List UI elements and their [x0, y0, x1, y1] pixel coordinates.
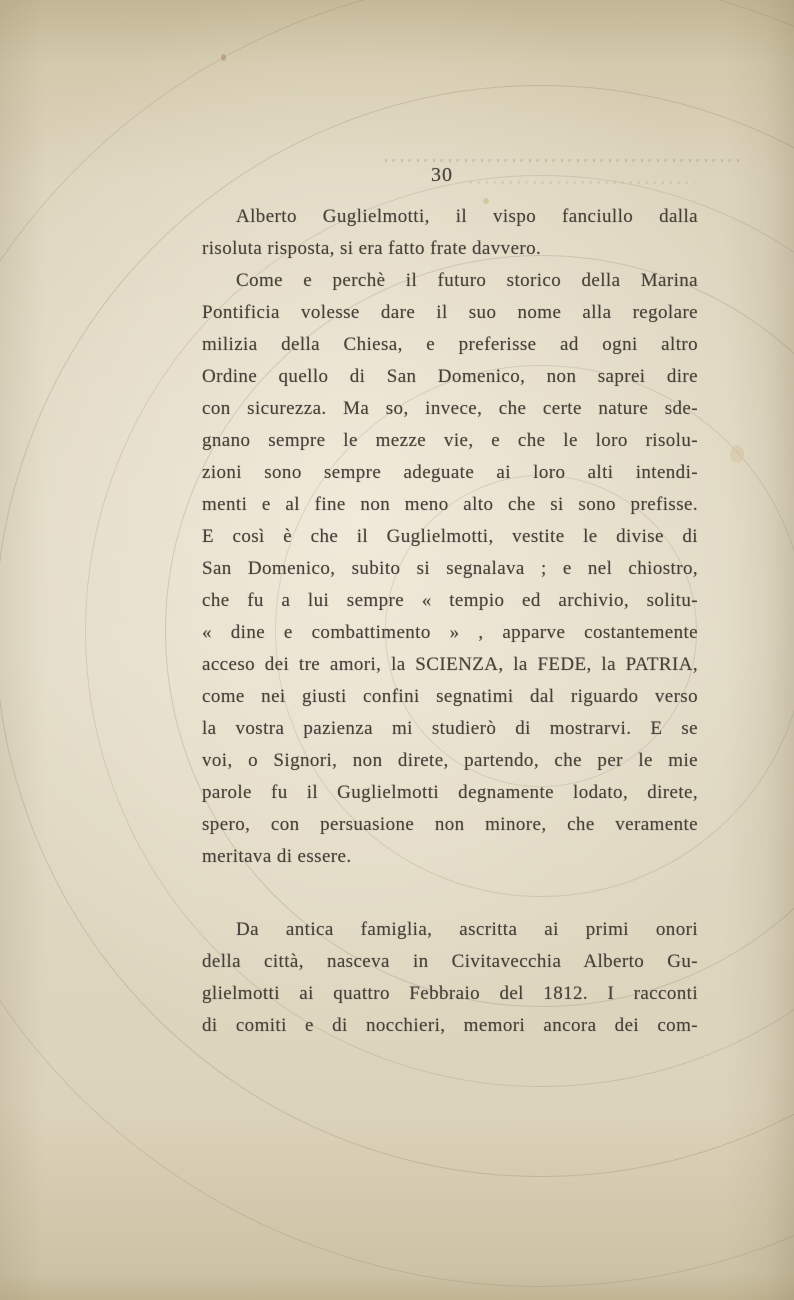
paper-speck — [730, 445, 744, 463]
text-line: San Domenico, subito si segnalava ; e nel chiostro, — [202, 558, 698, 579]
text-line: risoluta risposta, si era fatto frate davvero. — [202, 238, 542, 259]
text-line: zioni sono sempre adeguate ai loro alti intendi- — [202, 462, 698, 483]
text-block — [202, 201, 698, 1042]
paragraph-2 — [202, 265, 698, 873]
paragraph-3 — [202, 914, 698, 1042]
text-line: meritava di essere. — [202, 846, 352, 867]
text-line: come nei giusti confini segnatimi dal riguardo verso — [202, 686, 698, 707]
text-line: milizia della Chiesa, e preferisse ad ogni altro — [202, 334, 698, 355]
text-line: parole fu il Guglielmotti degnamente lodato, direte, — [202, 782, 698, 803]
paragraph-1 — [202, 201, 698, 265]
text-line: acceso dei tre amori, la SCIENZA, la FEDE, la PATRIA, — [202, 654, 698, 675]
text-line: la vostra pazienza mi studierò di mostrarvi. E se — [202, 718, 698, 739]
text-line: E così è che il Guglielmotti, vestite le divise di — [202, 526, 698, 547]
text-line: Alberto Guglielmotti, il vispo fanciullo dalla — [236, 206, 698, 227]
text-line: che fu a lui sempre « tempio ed archivio, solitu- — [202, 590, 698, 611]
text-line: Ordine quello di San Domenico, non saprei dire — [202, 366, 698, 387]
text-line: spero, con persuasione non minore, che veramente — [202, 814, 698, 835]
text-line: « dine e combattimento » , apparve costantemente — [202, 622, 698, 643]
text-line: menti e al fine non meno alto che si sono prefisse. — [202, 494, 698, 515]
page-number: 30 — [431, 164, 453, 186]
text-line: gnano sempre le mezze vie, e che le loro risolu- — [202, 430, 698, 451]
text-line: Da antica famiglia, ascritta ai primi onori — [236, 919, 698, 940]
text-line: voi, o Signori, non direte, partendo, che per le mie — [202, 750, 698, 771]
text-line: con sicurezza. Ma so, invece, che certe nature sde- — [202, 398, 698, 419]
text-line: Come e perchè il futuro storico della Marina — [236, 270, 698, 291]
paper-speck — [221, 54, 226, 61]
text-line: di comiti e di nocchieri, memori ancora dei com- — [202, 1015, 698, 1036]
text-line: glielmotti ai quattro Febbraio del 1812. I racconti — [202, 983, 698, 1004]
text-line: Pontificia volesse dare il suo nome alla regolare — [202, 302, 698, 323]
text-line: della città, nasceva in Civitavecchia Alberto Gu- — [202, 951, 698, 972]
